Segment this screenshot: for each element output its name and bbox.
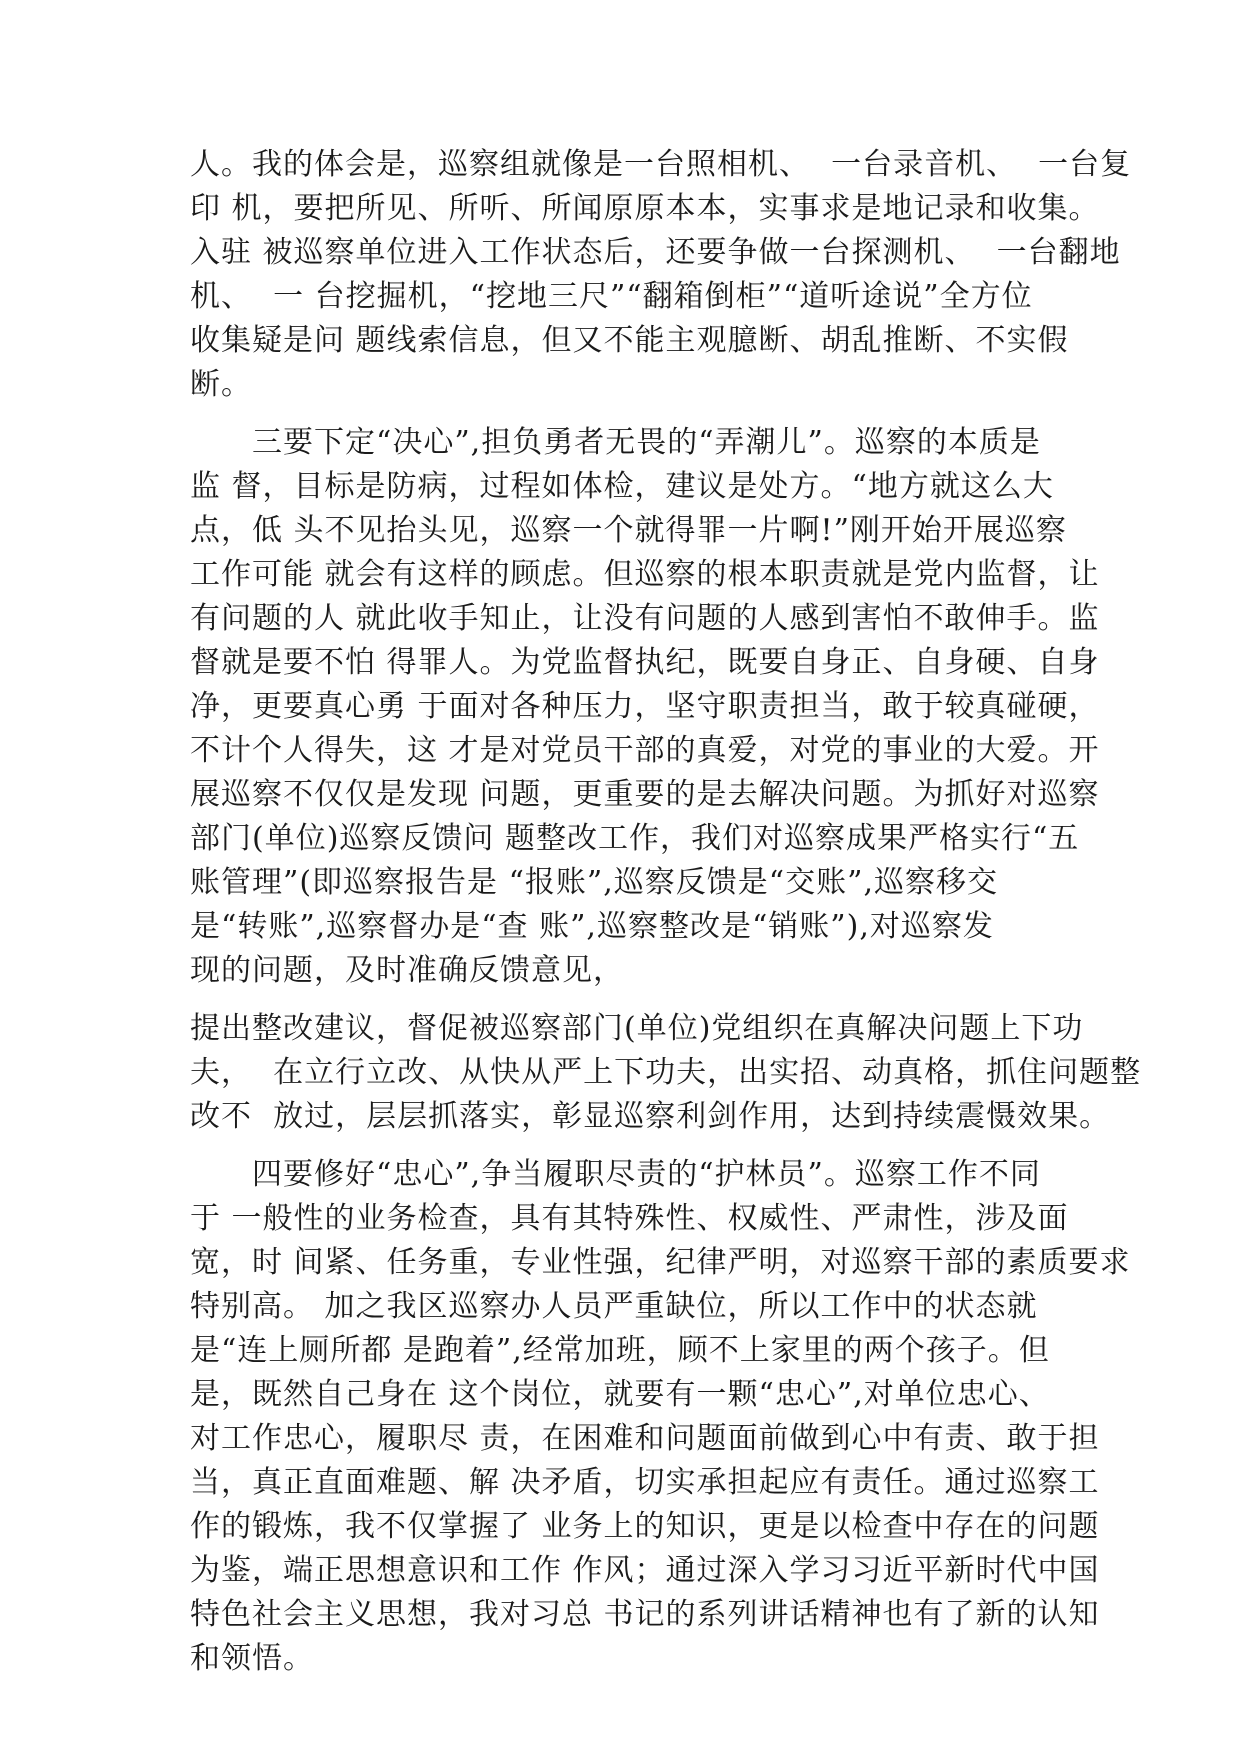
paragraph-first-line: 三要下定“决心”,担负勇者无畏的“弄潮儿”。巡察的本质是 — [252, 425, 1041, 460]
text-line: 不计个人得失，这 才是对党员干部的真爱，对党的事业的大爱。开 — [190, 733, 1100, 768]
text-line: 于 一般性的业务检查，具有其特殊性、权威性、严肃性，涉及面 — [190, 1201, 1069, 1236]
text-line: 对工作忠心，履职尽 责，在困难和问题面前做到心中有责、敢于担 — [190, 1421, 1100, 1456]
text-line: 监 督，目标是防病，过程如体检，建议是处方。“地方就这么大 — [190, 469, 1054, 504]
text-line: 是，既然自己身在 这个岗位，就要有一颗“忠心”,对单位忠心、 — [190, 1377, 1050, 1412]
text-line: 和领悟。 — [190, 1641, 314, 1676]
text-line: 人。我的体会是，巡察组就像是一台照相机、 一台录音机、 一台复 — [190, 147, 1132, 182]
text-line: 改不 放过，层层抓落实，彰显巡察利剑作用，达到持续震慑效果。 — [190, 1099, 1111, 1134]
text-line: 有问题的人 就此收手知止，让没有问题的人感到害怕不敢伸手。监 — [190, 601, 1100, 636]
text-line: 印 机，要把所见、所听、所闻原原本本，实事求是地记录和收集。 — [190, 191, 1100, 226]
text-line: 是“连上厕所都 是跑着”,经常加班，顾不上家里的两个孩子。但 — [190, 1333, 1050, 1368]
text-line: 入驻 被巡察单位进入工作状态后，还要争做一台探测机、 一台翻地 — [190, 235, 1121, 270]
text-line: 机、 一 台挖掘机，“挖地三尺”“翻箱倒柜”“道听途说”全方位 — [190, 279, 1033, 314]
text-line: 展巡察不仅仅是发现 问题，更重要的是去解决问题。为抓好对巡察 — [190, 777, 1100, 812]
text-line: 特色社会主义思想，我对习总 书记的系列讲话精神也有了新的认知 — [190, 1597, 1100, 1632]
text-line: 工作可能 就会有这样的顾虑。但巡察的根本职责就是党内监督，让 — [190, 557, 1100, 592]
paragraph-first-line: 四要修好“忠心”,争当履职尽责的“护林员”。巡察工作不同 — [252, 1157, 1041, 1192]
text-line: 作的锻炼，我不仅掌握了 业务上的知识，更是以检查中存在的问题 — [190, 1509, 1100, 1544]
text-line: 宽，时 间紧、任务重，专业性强，纪律严明，对巡察干部的素质要求 — [190, 1245, 1131, 1280]
text-line: 为鉴，端正思想意识和工作 作风；通过深入学习习近平新时代中国 — [190, 1553, 1100, 1588]
text-line: 净，更要真心勇 于面对各种压力，坚守职责担当，敢于较真碰硬， — [190, 689, 1100, 724]
text-line: 现的问题，及时准确反馈意见， — [190, 953, 624, 988]
text-line: 当，真正直面难题、解 决矛盾，切实承担起应有责任。通过巡察工 — [190, 1465, 1100, 1500]
text-line: 提出整改建议，督促被巡察部门(单位)党组织在真解决问题上下功 — [190, 1011, 1084, 1046]
text-line: 夫， 在立行立改、从快从严上下功夫，出实招、动真格，抓住问题整 — [190, 1055, 1142, 1090]
text-line: 收集疑是问 题线索信息，但又不能主观臆断、胡乱推断、不实假 — [190, 323, 1069, 358]
text-line: 账管理”(即巡察报告是 “报账”,巡察反馈是“交账”,巡察移交 — [190, 865, 998, 900]
text-line: 是“转账”,巡察督办是“查 账”,巡察整改是“销账”),对巡察发 — [190, 909, 994, 944]
text-line: 断。 — [190, 367, 252, 402]
text-line: 点，低 头不见抬头见，巡察一个就得罪一片啊!”刚开始开展巡察 — [190, 513, 1067, 548]
text-line: 特别高。 加之我区巡察办人员严重缺位，所以工作中的状态就 — [190, 1289, 1038, 1324]
text-line: 部门(单位)巡察反馈问 题整改工作，我们对巡察成果严格实行“五 — [190, 821, 1080, 856]
text-line: 督就是要不怕 得罪人。为党监督执纪，既要自身正、自身硬、自身 — [190, 645, 1100, 680]
